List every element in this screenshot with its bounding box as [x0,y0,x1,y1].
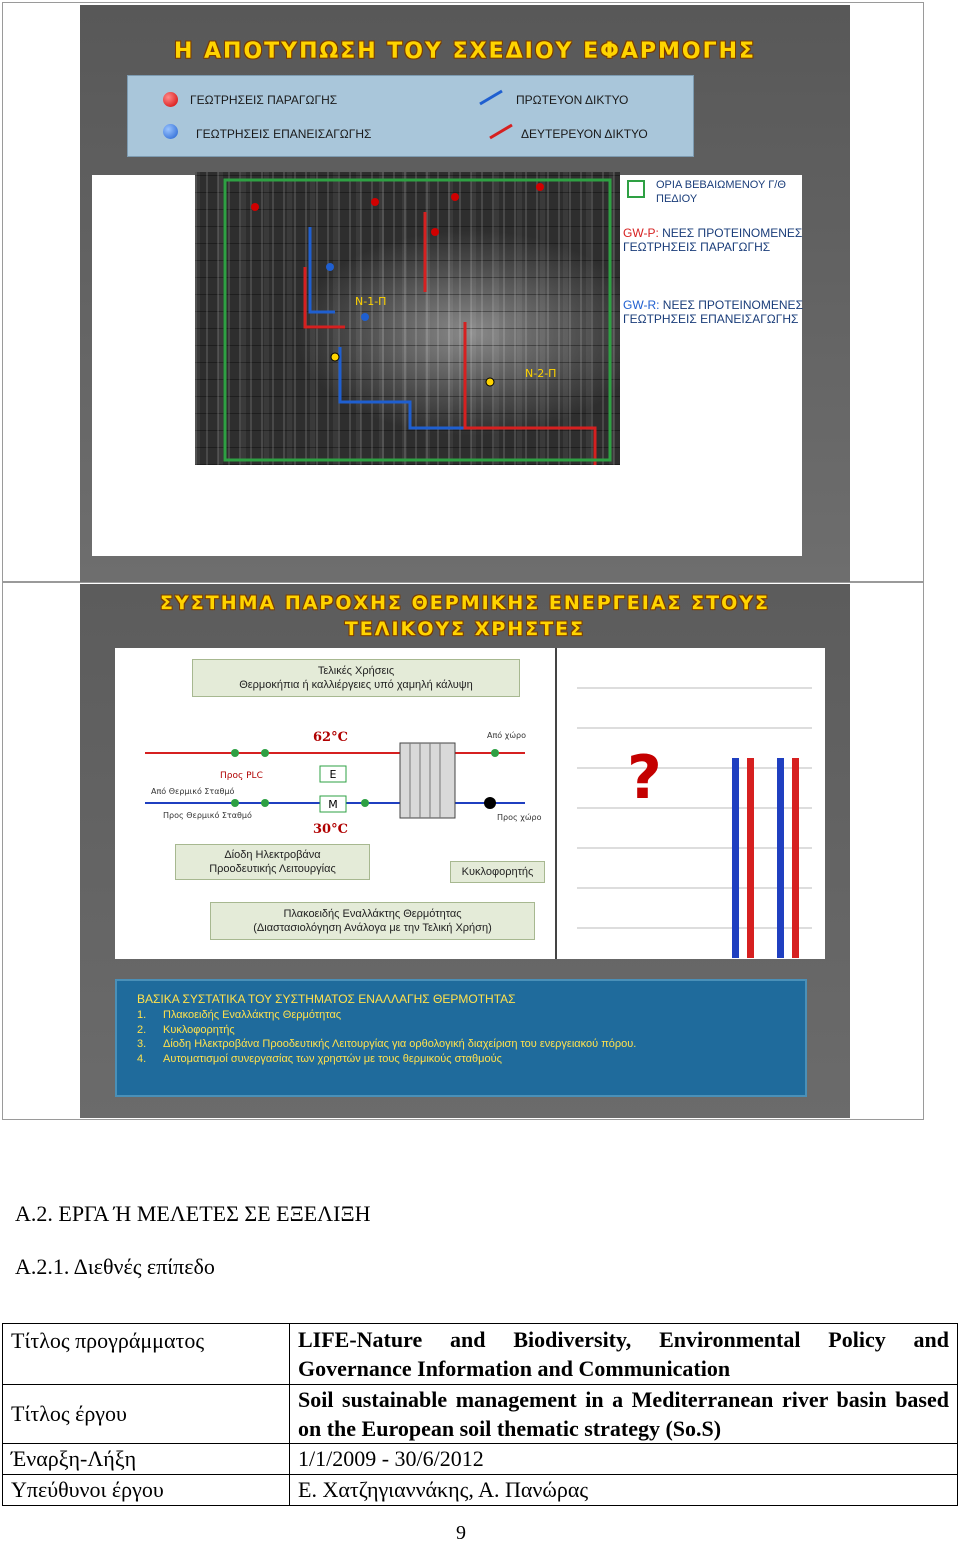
component-item: 3. Δίοδη Ηλεκτροβάνα Προοδευτικής Λειτουργίας για ορθολογική διαχείριση του ενεργειακού πόρου. [137,1038,637,1050]
components-box [115,979,807,1097]
managers-value: Ε. Χατζηγιαννάκης, Α. Πανώρας [290,1475,958,1506]
managers-label: Υπεύθυνοι έργου [3,1475,290,1506]
temp-cold-label: 30°C [313,822,348,837]
gwp-description: ΝΕΕΣ ΠΡΟΤΕΙΝΟΜΕΝΕΣ ΓΕΩΤΡΗΣΕΙΣ ΠΑΡΑΓΩΓΗΣ [623,226,803,254]
slide-2-title-line-2: ΤΕΛΙΚΟΥΣ ΧΡΗΣΤΕΣ [344,618,586,640]
valve-callout [175,844,370,880]
program-title-label: Τίτλος προγράμματος [3,1324,290,1385]
reinjection-well-marker [361,313,369,321]
secondary-network-line-icon [488,122,514,140]
field-limits-outline [225,180,610,460]
subsection-heading: Α.2.1. Διεθνές επίπεδο [15,1254,215,1279]
components-title: ΒΑΣΙΚΑ ΣΥΣΤΑΤΙΚΑ ΤΟΥ ΣΥΣΤΗΜΑΤΟΣ ΕΝΑΛΛΑΓΗΣ ΘΕΡΜΟΤΗΤΑΣ [137,992,516,1006]
slide-implementation-plan [80,5,850,582]
gwr-code: GW-R: [623,298,660,312]
proposed-well-marker [331,353,339,361]
production-well-marker [431,228,439,236]
valve-line-1: Δίοδη Ηλεκτροβάνα [224,849,321,861]
to-plc-label: Προς PLC [220,771,263,781]
svg-text:E: E [329,768,337,781]
exchanger-line-1: Πλακοειδής Εναλλάκτης Θερμότητας [283,908,462,920]
legend-reinjection-wells: ΓΕΩΤΡΗΣΕΙΣ ΕΠΑΝΕΙΣΑΓΩΓΗΣ [196,127,372,141]
heat-exchanger-shape [400,743,455,818]
valve-line-2: Προοδευτικής Λειτουργίας [209,863,336,875]
secondary-network-branch [465,322,595,465]
aerial-map-image [195,172,620,465]
production-well-marker [536,183,544,191]
legend-production-wells: ΓΕΩΤΡΗΣΕΙΣ ΠΑΡΑΓΩΓΗΣ [190,93,338,107]
component-item: 2. Κυκλοφορητής [137,1023,235,1036]
project-title-label: Τίτλος έργου [3,1385,290,1444]
legend-field-limits: ΟΡΙΑ ΒΕΒΑΙΩΜΕΝΟΥ Γ/Θ ΠΕΔΙΟΥ [656,179,786,205]
section-heading: Α.2. ΕΡΓΑ Ή ΜΕΛΕΤΕΣ ΣΕ ΕΞΕΛΙΞΗ [15,1201,371,1226]
component-item: 1. Πλακοειδής Εναλλάκτης Θερμότητας [137,1009,342,1021]
production-well-marker [251,203,259,211]
period-value: 1/1/2009 - 30/6/2012 [290,1444,958,1475]
network-overlay [195,172,620,465]
exchanger-line-2: (Διαστασιολόγηση Ανάλογα με την Τελική Χρήση) [253,922,492,934]
reinjection-well-icon [163,124,178,139]
legend-gwp [623,226,803,254]
map-label-n2: N-2-Π [525,367,557,380]
gwp-code: GW-P: [623,226,659,240]
exchanger-callout [210,902,535,940]
legend-primary-network: ΠΡΩΤΕΥΟΝ ΔΙΚΤΥΟ [516,93,629,107]
project-title-value: Soil sustainable management in a Mediterranean river basin based on the European soil thematic strategy (So.S) [290,1385,958,1444]
to-space-label: Προς χώρο [497,813,542,822]
table-row [3,1385,958,1444]
primary-network-line-icon [478,88,504,106]
map-label-n1: N-1-Π [355,295,387,308]
project-info-table [2,1323,958,1506]
from-station-label: Από Θερμικό Σταθμό [151,787,235,796]
legend-secondary-network: ΔΕΥΤΕΡΕΥΟΝ ΔΙΚΤΥΟ [521,127,648,141]
table-row [3,1444,958,1475]
table-row [3,1475,958,1506]
period-label: Έναρξη-Λήξη [3,1444,290,1475]
map-legend [127,75,694,157]
field-limits-icon [627,180,645,198]
legend-gwr [623,298,803,326]
page-number: 9 [456,1522,466,1544]
svg-text:M: M [328,798,338,811]
gwr-description: ΝΕΕΣ ΠΡΟΤΕΙΝΟΜΕΝΕΣ ΓΕΩΤΡΗΣΕΙΣ ΕΠΑΝΕΙΣΑΓΩΓΗΣ [623,298,803,326]
slide-2-title-line-1: ΣΥΣΤΗΜΑ ΠΑΡΟΧΗΣ ΘΕΡΜΙΚΗΣ ΕΝΕΡΓΕΙΑΣ ΣΤΟΥΣ [160,592,770,614]
slide-1-title: Η ΑΠΟΤΥΠΩΣΗ ΤΟΥ ΣΧΕΔΙΟΥ ΕΦΑΡΜΟΓΗΣ [173,39,757,64]
from-space-label: Από χώρο [487,731,527,740]
temp-hot-label: 62°C [313,730,348,745]
primary-network-path [340,347,465,428]
to-station-label: Προς Θερμικό Σταθμό [163,811,252,820]
end-uses-line-1: Τελικές Χρήσεις [317,665,395,677]
pump-label: Κυκλοφορητής [461,866,534,878]
proposed-well-marker [486,378,494,386]
end-use-space-panel [555,648,825,959]
production-well-marker [451,193,459,201]
slide-thermal-supply-system [80,584,850,1118]
piping-diagram [115,648,555,959]
end-use-schematic [557,648,825,959]
end-uses-line-2: Θερμοκήπια ή καλλιέργειες υπό χαμηλή κάλυψη [239,679,473,691]
program-title-value: LIFE-Nature and Biodiversity, Environmental Policy and Governance Information and Communication [290,1324,958,1385]
component-item: 4. Αυτοματισμοί συνεργασίας των χρηστών με τους θερμικούς σταθμούς [137,1052,502,1065]
pump-callout [450,861,545,883]
production-well-icon [163,92,178,107]
table-row [3,1324,958,1385]
pump-symbol [484,797,496,809]
production-well-marker [371,198,379,206]
end-uses-callout [192,659,520,697]
question-mark: ? [627,743,662,813]
reinjection-well-marker [326,263,334,271]
